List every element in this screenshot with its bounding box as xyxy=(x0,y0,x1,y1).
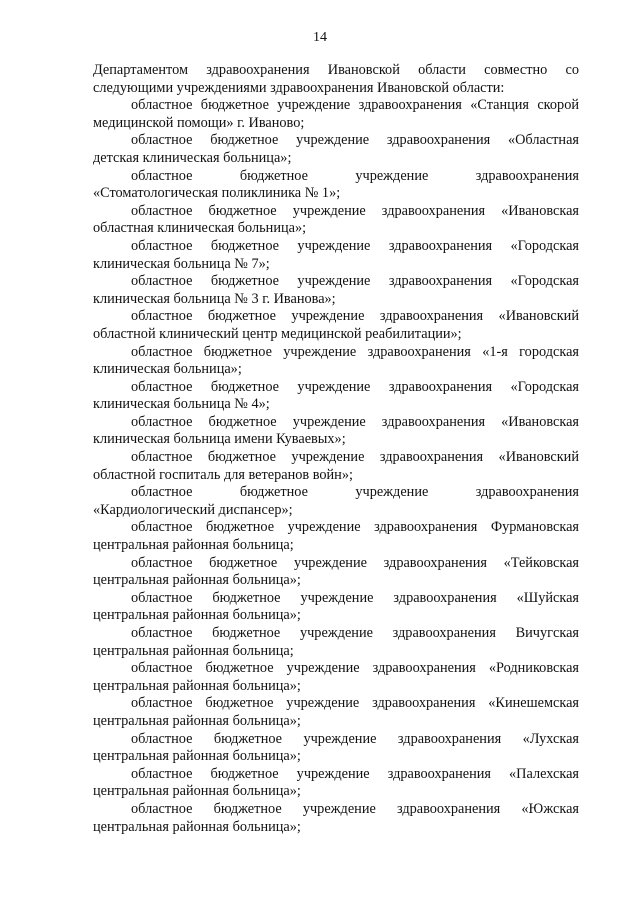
list-item xyxy=(93,132,579,167)
list-item-continuation-line: центральная районная больница»; xyxy=(93,783,301,800)
list-item-continuation-line: детская клиническая больница»; xyxy=(93,149,292,166)
list-item xyxy=(93,555,579,590)
list-item-first-line: областное бюджетное учреждение здравоохранения «Ивановская xyxy=(131,413,579,430)
list-item-continuation-line: клиническая больница № 4»; xyxy=(93,396,270,413)
list-item xyxy=(93,519,579,554)
list-item-first-line: областное бюджетное учреждение здравоохранения «Тейковская xyxy=(131,554,579,571)
list-item-first-line: областное бюджетное учреждение здравоохранения «Кинешемская xyxy=(131,695,579,712)
list-item-first-line: областное бюджетное учреждение здравоохранения «Палехская xyxy=(131,765,579,782)
list-item-continuation-line: центральная районная больница»; xyxy=(93,677,301,694)
list-item xyxy=(93,660,579,695)
list-item xyxy=(93,484,579,519)
list-item xyxy=(93,238,579,273)
list-item-continuation-line: медицинской помощи» г. Иваново; xyxy=(93,114,305,131)
list-item-first-line: областное бюджетное учреждение здравоохранения «Городская xyxy=(131,237,579,254)
page-number: 14 xyxy=(313,30,327,45)
list-item xyxy=(93,168,579,203)
list-item-first-line: областное бюджетное учреждение здравоохранения «Ивановская xyxy=(131,202,579,219)
list-item xyxy=(93,379,579,414)
list-item-first-line: областное бюджетное учреждение здравоохранения «Шуйская xyxy=(131,589,579,606)
list-item-continuation-line: центральная районная больница»; xyxy=(93,712,301,729)
list-item-first-line: областное бюджетное учреждение здравоохранения «Лухская xyxy=(131,730,579,747)
list-item-continuation-line: клиническая больница № 3 г. Иванова»; xyxy=(93,290,336,307)
list-item-continuation-line: клиническая больница»; xyxy=(93,361,242,378)
intro-line: следующими учреждениями здравоохранения Ивановской области: xyxy=(93,79,505,96)
list-item-first-line: областное бюджетное учреждение здравоохранения xyxy=(131,167,579,184)
list-item-first-line: областное бюджетное учреждение здравоохранения Фурмановская xyxy=(131,519,579,536)
list-item-first-line: областное бюджетное учреждение здравоохранения «Ивановский xyxy=(131,449,579,466)
list-item-first-line: областное бюджетное учреждение здравоохранения «Станция скорой xyxy=(131,97,579,114)
list-item-first-line: областное бюджетное учреждение здравоохранения «Родниковская xyxy=(131,660,579,677)
list-item-continuation-line: областной госпиталь для ветеранов войн»; xyxy=(93,466,353,483)
list-item xyxy=(93,731,579,766)
intro-paragraph xyxy=(93,62,579,97)
list-item xyxy=(93,766,579,801)
list-item-continuation-line: «Кардиологический диспансер»; xyxy=(93,501,293,518)
list-item-continuation-line: «Стоматологическая поликлиника № 1»; xyxy=(93,185,341,202)
institution-list xyxy=(93,97,579,836)
list-item-first-line: областное бюджетное учреждение здравоохранения xyxy=(131,484,579,501)
list-item-continuation-line: центральная районная больница»; xyxy=(93,572,301,589)
list-item xyxy=(93,695,579,730)
list-item-continuation-line: центральная районная больница; xyxy=(93,642,294,659)
list-item-first-line: областное бюджетное учреждение здравоохранения «Ивановский xyxy=(131,308,579,325)
list-item xyxy=(93,308,579,343)
list-item-continuation-line: областная клиническая больница»; xyxy=(93,220,307,237)
intro-line: Департаментом здравоохранения Ивановской области совместно со xyxy=(93,62,579,78)
list-item xyxy=(93,449,579,484)
list-item-first-line: областное бюджетное учреждение здравоохранения «1-я городская xyxy=(131,343,579,360)
list-item xyxy=(93,344,579,379)
list-item-first-line: областное бюджетное учреждение здравоохранения «Областная xyxy=(131,132,579,149)
list-item xyxy=(93,801,579,836)
list-item xyxy=(93,97,579,132)
list-item-continuation-line: клиническая больница имени Куваевых»; xyxy=(93,431,346,448)
list-item-continuation-line: центральная районная больница; xyxy=(93,537,294,554)
list-item-first-line: областное бюджетное учреждение здравоохранения «Городская xyxy=(131,378,579,395)
list-item-continuation-line: областной клинический центр медицинской реабилитации»; xyxy=(93,325,462,342)
list-item-continuation-line: центральная районная больница»; xyxy=(93,818,301,835)
list-item xyxy=(93,414,579,449)
list-item-first-line: областное бюджетное учреждение здравоохранения Вичугская xyxy=(131,625,579,641)
list-item-continuation-line: центральная районная больница»; xyxy=(93,748,301,765)
list-item xyxy=(93,590,579,625)
list-item-continuation-line: центральная районная больница»; xyxy=(93,607,301,624)
list-item xyxy=(93,203,579,238)
list-item-first-line: областное бюджетное учреждение здравоохранения «Городская xyxy=(131,273,579,290)
list-item-first-line: областное бюджетное учреждение здравоохранения «Южская xyxy=(131,800,579,817)
document-body xyxy=(93,62,579,836)
list-item-continuation-line: клиническая больница № 7»; xyxy=(93,255,270,272)
list-item xyxy=(93,625,579,660)
list-item xyxy=(93,273,579,308)
